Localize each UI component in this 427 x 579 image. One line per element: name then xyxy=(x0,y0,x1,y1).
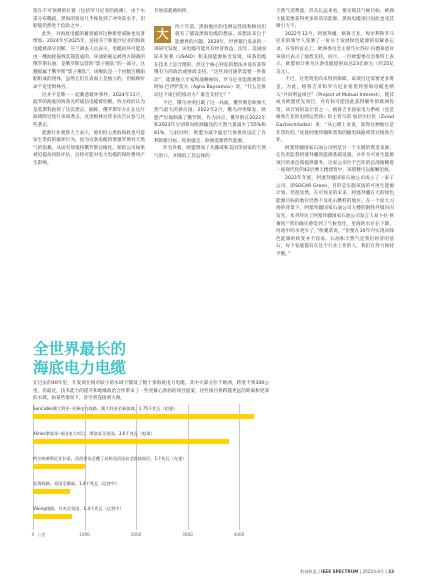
article-column-1 xyxy=(33,8,145,167)
chart-bar-label: SunCable澳大利亚–亚洲电力线路。澳大利亚至新加坡。1.75千兆瓦（拟建） xyxy=(33,406,178,411)
chart-bar-label: Viking线路。丹麦至英国。1.4千兆瓦（运营中） xyxy=(33,506,124,511)
paragraph: 留在不可预测的位置（包括罗马尼亚的海滩），由于水雷分布稀疏，黑海的贸易几乎恢复到了冲突前水平，但船舶仍然处于危险之中。 xyxy=(33,9,145,30)
article-column-2 xyxy=(154,8,266,160)
footer-date: 2025年4月 xyxy=(362,569,385,574)
sidebar-title-line-2: 海底电力电缆 xyxy=(33,359,127,377)
chart-x-tick-label: 2000 xyxy=(130,532,142,537)
footer-magazine: IEEE SPECTRUM xyxy=(321,569,359,574)
footer-page-number: 33 xyxy=(388,569,394,574)
paragraph: 2022年12月，阿塞拜疆、格鲁吉亚、匈牙利和罗马尼亚的领导人签署了一份关于发展绿色能源的谅解备忘录，在签约仪式上，欧洲委员会主席乌尔苏拉·冯德莱恩对该项目表示了强烈支持。同月，一位欧盟委员会推特上表示，欧盟预计将为这条电缆提供高达23亿欧元（约25亿美元）。 xyxy=(276,31,394,75)
chart-gridline xyxy=(239,404,240,530)
paragraph: 开始前就被叫停。 xyxy=(154,9,192,14)
sidebar-infographic xyxy=(29,336,269,548)
chart-bar-label: 北海线路。英国至挪威。1.4千兆瓦（运营中） xyxy=(33,481,120,486)
paragraph-with-dropcap xyxy=(154,24,266,100)
paragraph: 2023年年底，阿塞拜疆国家石油公司成立了一家子公司，即SOCAR Green，目的是实施该国的可再生能源计划。但很显然，在可预见的未来，阿塞拜疆在大的绿色能源目标的地位仍然不及化石燃料的地位。在一个庞大习俗的背景下，阿塞拜疆国家石油公司大楼的钢铁外墙闪闪发光，本刊拜访了阿塞拜疆国家石油公司发言人易卜拉·侯赛因·“我们确实感觉到了气候变化，里海的水位在下降，河流中的水更少了，”侯赛诺说，“但要在30年内实现向绿色能源的转变并不容易。石油和天然气是我们经济的基石，每个家庭都有在这个行业工作的人，我们在努力保持平衡。” xyxy=(276,176,394,257)
chart-x-tick-label: 1000 xyxy=(79,532,90,537)
chart-bar xyxy=(33,439,229,444)
cable-length-chart xyxy=(29,404,269,548)
chart-x-tick-label: 3000 xyxy=(182,532,193,537)
chart-bar xyxy=(33,414,254,419)
chart-bar-label: Xlinks摩洛哥–英国电力项目。摩洛哥至英国。3.6千兆瓦（拟建） xyxy=(33,431,155,436)
chart-bar xyxy=(33,464,85,469)
paragraph: 这并不是唯一一起蓄意破坏事件。2024年11月，波罗的海底的两条光纤通信电缆被切断。西方政府认为是莫斯科指挥了这次袭击，据称，俄罗斯军方正在这片海域附近进行该项袭击。克里姆林宫曾多次否认参与这些袭击。 xyxy=(33,92,145,128)
paragraph: 天然气消费量。但从长远来看，要实现其气候目标，欧洲大陆需要获得更多的清洁能源，黑海电缆项目因此也受其吸引力下。 xyxy=(276,9,394,30)
sidebar-title-line-1: 全世界最长的 xyxy=(33,340,127,358)
chart-gridline xyxy=(188,404,189,530)
article-column-3 xyxy=(276,8,394,259)
chart-x-tick-label: 0 xyxy=(31,532,35,537)
sidebar-title xyxy=(33,340,126,378)
paragraph: 不过，这笔资金尚未得到保障，该项目还需要更多资金。为此，格鲁吉亚和罗马尼亚希望将黑海电缆也纳入“共同利益项目”（Project of Mutual Interest），使其成为欧盟优先项目，并有权可能因此获得额外的欧洲投资。该计划的设计者之一、格鲁吉亚国家电力系统（也是格鲁吉亚的电网运营商）的主管马诺·加切尔拉佐（Zviad Gachechiladze）说：“从心理上来说，获得这种地位是非常好的。”连接阿塞拜疆和黑海的输电线路将穿过格鲁吉亚。 xyxy=(276,77,394,144)
paragraph: 此外，对海底电缆的蓄意破坏这种新型威胁也显著增加。2024年至2025年，连接芬兰和爱沙尼亚的海底电缆被部分切断。芬兰调查人员表示，电缆损坏可能是由一艘油轮拖拽其锚造成的。该油轮载运被西方制裁的俄罗斯石油，是俄罗斯运营的“影子舰队”的一部分。这艘船属于俄罗斯“影子舰队”，该舰队是一个由数百艘船舶组成的团体，虽然它们在表面上是独立的，但据称听命于克里姆林宫。 xyxy=(33,31,146,90)
chart-bar xyxy=(33,514,72,519)
chart-x-axis-label: 公里 xyxy=(37,532,46,537)
chart-bar xyxy=(33,489,70,494)
chart-gridline xyxy=(136,404,137,530)
chart-x-tick-label: 4000 xyxy=(233,532,245,537)
chart-bar-label: 特尔纳黄斯尼亚拉诺。西西里岛至撒丁岛和西西里岛至欧陆间层。1千兆瓦（在建） xyxy=(33,456,187,461)
paragraph-text: 四十年前，黑海地区的电网运营商和顾问们就有了铺设黑海电缆的想法。该想法来自于能源界的兴趣。2020年，世界银行发表的一项研究发现，该电缆可能具有经济效益。次年，美国国际开发署（USAID）和美国能源协会发现，该条电缆在技术上是合理的，但这个核心特征的想法并没有获得俄有力的政治或财政支持。“这些项目通常需要一些推动”，能源独立专家和战略顾问、罗马尼亚能源观察员阿加·巴伊萨莫夫（Agha Baysamov）说，“什么是推动这个项目的推动力？谁会支持它？” xyxy=(154,24,266,98)
dropcap-mark: 大 xyxy=(154,26,171,43)
paragraph: 阿塞拜疆国家石油公司则是另一个关键的资金来源，它负责监督阿塞拜疆的能源基础设施，并作为可再生能源项目的承包商提供服务。这家公司位于巴库的总部俯瞰着一座现代化的42层摩天楼建筑中，该塔楼可以俯瞰里海。 xyxy=(276,145,394,174)
footer-section: 科技纵览 xyxy=(300,569,317,574)
paragraph: 作为补救，欧盟增加了从挪威和美国等国家的天然气进口，并降低了其总体的 xyxy=(154,146,266,159)
paragraph: 能源行业观察人士表示，他们担心黑海海底也可能发生类似的破坏行为。因为这条电缆将增强罗斯对天然气的依赖，从而有效地将俄罗斯边缘化。保险公司如果被迫提高风险评估，这将可能对电力电缆的保险费用产生影响。 xyxy=(33,130,145,166)
sidebar-text: 在过去的40年里，开发商在相对较小的水域下铺设了数十条海底电力电缆。其中大部分位于欧洲，跨度不到300公里。但最近，技术能力的提升和地缘政治合作带来了一些更雄心勃勃的项目提案，这些项目将跨越更远的距离和更深的水域，如某些情况下，甚至将连接两大洲。 xyxy=(33,381,269,402)
paragraph: 不过，俄乌冲突打破了这一局面。俄罗斯是欧洲天然气最大的供应国。2022年2月，俄乌冲突爆发，欧盟严厉地制裁了俄罗斯。作为回应，俄罗斯在2022年和2023年分别将向欧洲输送的天然气量减少了55%和81%，与此同时，欧盟为减少温室气体排放设定了有利的新目标，结果就是，欧洲需要替代能源。 xyxy=(154,100,266,144)
page-footer: 科技纵览 | IEEE SPECTRUM | 2025年4月 | 33 xyxy=(300,569,394,574)
